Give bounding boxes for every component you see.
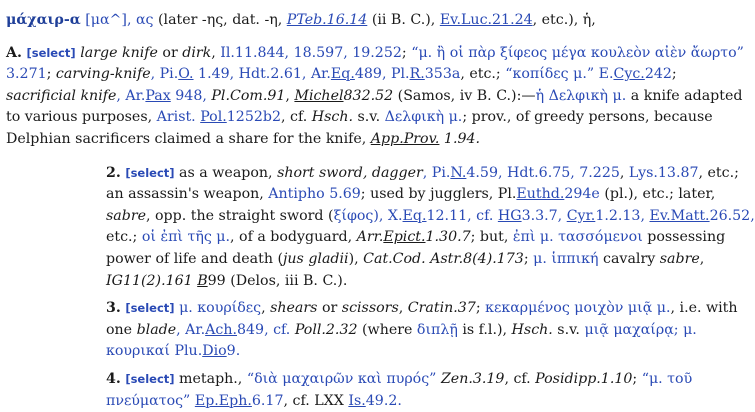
citation-link[interactable]: Is. <box>348 393 365 409</box>
text: etc.; <box>106 229 142 245</box>
text: , etc.; <box>460 66 505 82</box>
sense-number: 2. <box>106 165 121 181</box>
select-link[interactable]: [select] <box>125 301 174 315</box>
greek-phrase: Δελφικὴ μ. <box>385 109 463 125</box>
citation-link[interactable]: Arist. <box>157 109 196 125</box>
sense-line <box>106 206 740 228</box>
citation-link[interactable]: N. <box>450 165 466 181</box>
citation-link[interactable]: Cyc. <box>613 66 644 82</box>
text: (Samos, iv B. C.):— <box>393 88 535 104</box>
citation-link[interactable]: Eq. <box>331 66 355 82</box>
citation-link[interactable]: 3.271 <box>6 66 47 82</box>
citation-link[interactable]: ), X. <box>373 208 402 224</box>
citation: 1.30.7 <box>426 229 471 245</box>
citation-link[interactable]: Ev.Matt. <box>649 208 709 224</box>
citation: Posidipp.1.10 <box>535 371 632 387</box>
greek-phrase: μ. ἱππική <box>533 251 598 267</box>
text: , <box>399 300 408 316</box>
text: ; prov., of greedy persons, because <box>462 109 712 125</box>
citation: 832.52 <box>344 88 394 104</box>
citation-link[interactable]: Cyr. <box>567 208 596 224</box>
citation-link[interactable]: 489, Pl. <box>355 66 410 82</box>
citation: Hsch. <box>512 322 553 338</box>
sense-line <box>6 129 740 151</box>
text: an assassin's weapon, <box>106 186 268 202</box>
citation-link[interactable]: 353a <box>425 66 461 82</box>
gloss: scissors <box>342 300 399 316</box>
citation-link[interactable]: , Ar. <box>176 322 205 338</box>
sense-4 <box>106 369 740 412</box>
citation-link[interactable]: 849, cf. <box>237 322 295 338</box>
sense-line <box>106 369 740 391</box>
greek-phrase: ἡ Δελφικὴ μ. <box>536 88 627 104</box>
text: , opp. the straight sword ( <box>146 208 334 224</box>
citation-link[interactable]: Euthd. <box>516 186 564 202</box>
sense-line <box>106 271 740 293</box>
citation-link[interactable]: Pol. <box>200 109 227 125</box>
gloss: sabre <box>106 208 146 224</box>
text: as a weapon, <box>175 165 278 181</box>
citation-link[interactable]: 3.3.7, <box>522 208 567 224</box>
gloss: short sword, dagger <box>277 165 423 181</box>
citation-link[interactable]: 9. <box>227 343 241 359</box>
sense-number: 3. <box>106 300 121 316</box>
citation-link[interactable]: Ep.Eph. <box>195 393 252 409</box>
sense-line <box>6 43 740 65</box>
sense-line <box>106 184 740 206</box>
text: ; used by jugglers, Pl. <box>361 186 517 202</box>
text: , <box>620 165 629 181</box>
citation: Arr. <box>357 229 384 245</box>
greek-phrase: ἐπὶ μ. τασσόμενοι <box>513 229 643 245</box>
citation-link[interactable]: Plu. <box>174 343 202 359</box>
select-link[interactable]: [select] <box>26 46 75 60</box>
greek-phrase: μ. κουρίδες <box>179 300 261 316</box>
citation: 1.94. <box>439 131 480 147</box>
citation-link[interactable]: 1.49, <box>194 66 239 82</box>
sense-line <box>6 86 740 108</box>
citation: Zen.3.19 <box>441 371 505 387</box>
citation-link[interactable]: , Pi. <box>423 165 451 181</box>
citation-link[interactable]: Ach. <box>205 322 237 338</box>
sense-line <box>106 163 740 185</box>
sense-2 <box>106 163 740 293</box>
citation-link[interactable]: HG <box>498 208 522 224</box>
citation-link[interactable]: R. <box>410 66 425 82</box>
citation-link[interactable]: 1252b2 <box>227 109 281 125</box>
text: or <box>158 45 182 61</box>
citation-link[interactable]: 948, <box>171 88 212 104</box>
text: s.v. <box>553 322 585 338</box>
citation-link[interactable]: 49.2. <box>366 393 402 409</box>
genitive-form: [μα^], ας <box>85 12 153 28</box>
text: ; <box>632 371 641 387</box>
text: 99 <box>208 273 226 289</box>
gloss: sacrificial knife <box>6 88 116 104</box>
text: s.v. <box>353 109 385 125</box>
citation-link[interactable]: , Ar. <box>116 88 145 104</box>
citation-link[interactable]: Ev.Luc.21.24 <box>440 12 533 28</box>
text: (Delos, iii B. C.). <box>226 273 348 289</box>
text: , <box>211 45 220 61</box>
text: possessing <box>643 229 725 245</box>
citation-link[interactable]: , Ar. <box>302 66 331 82</box>
sense-line <box>6 107 740 129</box>
greek-phrase: οἱ ἐπὶ τῆς μ. <box>142 229 230 245</box>
citation-link[interactable]: PTeb.16.14 <box>287 12 368 28</box>
sense-line <box>106 391 740 412</box>
citation-link[interactable]: Hdt.6.75, 7.225 <box>507 165 620 181</box>
citation-link[interactable]: 242 <box>645 66 672 82</box>
text: a knife adapted <box>626 88 742 104</box>
citation-link[interactable]: App.Prov. <box>371 131 440 147</box>
greek-word: διπλῇ <box>417 322 458 338</box>
citation-link[interactable]: Dio <box>202 343 226 359</box>
greek-phrase: κεκαρμένος μοιχὸν μιᾷ μ. <box>485 300 670 316</box>
gloss: shears <box>270 300 317 316</box>
citation: Cratin.37 <box>408 300 476 316</box>
gloss: jus gladii <box>283 251 349 267</box>
greek-quote: “μ. τοῦ <box>642 371 693 387</box>
sense-line <box>106 298 740 320</box>
citation: Pl.Com.91 <box>211 88 285 104</box>
text: cavalry <box>599 251 660 267</box>
sense-3 <box>106 298 740 363</box>
sense-line <box>106 320 740 342</box>
text: (where <box>358 322 417 338</box>
gloss: dirk <box>182 45 211 61</box>
text: , etc.; <box>699 165 739 181</box>
greek-phrase: μιᾷ μαχαίρᾳ; μ. <box>584 322 696 338</box>
text: ; <box>672 66 677 82</box>
citation: IG11(2).161 <box>106 273 197 289</box>
text: ; <box>524 251 533 267</box>
citation: Hsch. <box>312 109 353 125</box>
citation-link[interactable]: B <box>197 273 207 289</box>
citation-link[interactable]: Il.11.844, 18.597, 19.252 <box>220 45 402 61</box>
text: metaph., <box>175 371 247 387</box>
text: , cf. <box>281 109 312 125</box>
select-link[interactable]: [select] <box>125 372 174 386</box>
sense-line <box>6 64 740 86</box>
greek-quote: πνεύματος” <box>106 393 190 409</box>
sense-line <box>106 227 740 249</box>
sense-number: 4. <box>106 371 121 387</box>
citation-link[interactable]: O. <box>178 66 193 82</box>
greek-quote: “διὰ μαχαιρῶν καὶ πυρός” <box>247 371 437 387</box>
sense-a <box>6 43 740 151</box>
entry-headline <box>6 10 740 32</box>
citation-link[interactable]: 6.17 <box>252 393 284 409</box>
text: (pl.), etc.; later, <box>600 186 715 202</box>
text: , of a bodyguard, <box>230 229 357 245</box>
gloss: large knife <box>80 45 158 61</box>
gloss: sabre <box>660 251 700 267</box>
text: ; <box>402 45 411 61</box>
text: Delphian sacrificers claimed a share for the knife, <box>6 131 371 147</box>
text: ; <box>476 300 485 316</box>
citation-link[interactable]: Pax <box>145 88 170 104</box>
citation-link[interactable]: , Pi. <box>151 66 179 82</box>
text: , cf. LXX <box>283 393 348 409</box>
citation-link[interactable]: Antipho 5.69 <box>268 186 360 202</box>
citation-link[interactable]: Lys.13.87 <box>629 165 699 181</box>
citation: Cat.Cod. Astr.8(4).173 <box>363 251 524 267</box>
select-link[interactable]: [select] <box>125 166 174 180</box>
citation-link[interactable]: 1.2.13, <box>595 208 649 224</box>
citation-link[interactable]: Eq. <box>403 208 427 224</box>
text: , <box>261 300 270 316</box>
lemma: μάχαιρ-α <box>6 12 81 28</box>
citation-link[interactable]: Michel <box>294 88 343 104</box>
citation-link[interactable]: 4.59, <box>466 165 507 181</box>
text: ; but, <box>471 229 513 245</box>
text: is f.l.), <box>458 322 512 338</box>
later-forms: (later -ης, dat. -η, <box>158 12 282 28</box>
citation-link[interactable]: 26.52, <box>710 208 755 224</box>
text: ), <box>349 251 364 267</box>
text: to various purposes, <box>6 109 157 125</box>
greek-quote: “μ. ἢ οἱ πὰρ ξίφεος μέγα κουλεὸν αἰὲν ἄωρτο” <box>411 45 744 61</box>
citation-link[interactable]: Hdt.2.61 <box>239 66 302 82</box>
greek-quote: “κοπίδες μ.” <box>505 66 594 82</box>
text: or <box>317 300 341 316</box>
citation: Poll.2.32 <box>295 322 358 338</box>
greek-word: κουρικαί <box>106 343 170 359</box>
citation-note: (ii B. C.), <box>372 12 435 28</box>
greek-word: ξίφος <box>334 208 374 224</box>
citation-link[interactable]: 294e <box>564 186 599 202</box>
text: , <box>285 88 294 104</box>
gloss: blade <box>137 322 177 338</box>
text: one <box>106 322 137 338</box>
citation-link[interactable]: Epict. <box>383 229 425 245</box>
text: ; <box>47 66 56 82</box>
gloss: carving-knife <box>56 66 151 82</box>
text: , <box>700 251 705 267</box>
sense-line <box>106 249 740 271</box>
headline-tail: , etc.), ἡ, <box>533 12 596 28</box>
text: , cf. <box>504 371 535 387</box>
sense-line <box>106 341 740 363</box>
citation-link[interactable]: 12.11, cf. <box>427 208 498 224</box>
text: , i.e. with <box>671 300 738 316</box>
sense-number: A. <box>6 45 22 61</box>
citation-link[interactable]: E. <box>594 66 613 82</box>
text: power of life and death ( <box>106 251 283 267</box>
